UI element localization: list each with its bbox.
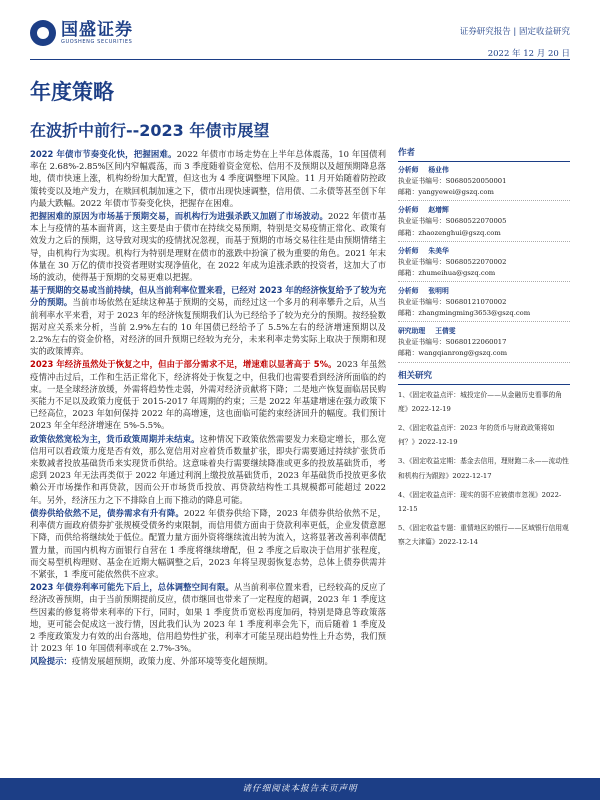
analyst-card [398,326,570,362]
paragraph [30,210,386,283]
analyst-name: 赵增辉 [428,206,449,215]
paragraph-lead: 2023 年债券利率可能先下后上，总体调整空间有限。 [30,582,234,593]
analyst-license: 执业证书编号：S0680522070005 [398,217,507,226]
related-report-link[interactable]: 1、《固定收益点评：城投定价——从金融历史看事的角度》2022-12-19 [398,390,563,413]
analyst-card [398,286,570,322]
paragraph-body: 2022 年债券供给下降，2023 年债券供给依然不足，利率债方面政府债券扩张规模受债务约束限制，而信用债方面由于贷款利率更低，企业发债意愿下降，而供给将继续处于低位。配置力量方面外资将继续流出转为流入，这将显著改善利率债配置力量，而国内机构方面银行自营在 1 季度将继续增配，但 2 季度之后取决于信用扩张程度，而交易型机构理财、基金在近期大幅调整之后，2023 年将呈现弱恢复态势，总体上债券供需并不紧张，1 季度可能依然供不应求。 [30,507,386,579]
paragraph [30,433,386,506]
related-report-link[interactable]: 3、《固定收益定期：基金去信用，理财跑二永——流动性和机构行为跟踪》2022-12-17 [398,457,569,480]
report-date: 2022 年 12 月 20 日 [487,49,570,59]
analyst-card [398,246,570,282]
analyst-name: 张明明 [428,286,449,295]
analyst-email[interactable]: 邮箱：zhangmingming3653@gszq.com [398,309,531,318]
paragraph-lead: 把握困难的原因为市场基于预期交易，而机构行为进强杀跌又加剧了市场波动。 [30,211,328,222]
paragraph-lead: 2023 年经济虽然处于恢复之中，但由于部分需求不足，增速难以显著高于 5%。 [30,359,337,370]
report-title: 在波折中前行--2023 年债市展望 [30,121,270,140]
paragraph-body: 从当前利率位置来看，已经较高的反应了经济改善预期，由于当前预期提前反应，债市继回也带来了一定程度的超调，2023 年 1 季度这些因素的修复将带来利率的下行，同时，如果 1 季度货币宽松再度加码，特别是降息等政策落地，更可能会促成这一波行情，因此我们认为 2023 年 1 季度利率会先下，而后随着 1 季度及 2 季度政策发力有效的出台落地，信用趋势性扩张，利率才可能呈现出趋势性上升态势，我们预计 2023 年 10 年国债利率或在 2.7%-3%。 [30,582,386,654]
paragraph [30,358,386,431]
paragraph-lead: 风险提示： [30,656,72,667]
analyst-role: 分析师 [398,286,419,295]
analyst-card [398,165,570,201]
analyst-name: 杨业伟 [428,166,449,175]
related-heading: 相关研究 [398,371,570,385]
paragraph [30,148,386,209]
report-type: 证券研究报告 | 固定收益研究 [459,27,570,37]
risk-warning [30,655,386,667]
logo-emblem-icon [30,20,56,46]
paragraph [30,507,386,580]
paragraph-lead: 2022 年债市节奏变化快，把握困难。 [30,149,177,159]
paragraph-lead: 基于预期的交易或当前持续，但从当前利率位置来看，已经对 2023 年的经济恢复给予了较为充分的预期。 [30,285,386,308]
header-divider [30,59,570,60]
logo-english: GUOSHENG SECURITIES [61,39,133,45]
paragraph-lead: 债券供给依然不足，债券需求有升有降。 [30,507,184,518]
footer-disclaimer: 请仔细阅读本报告末页声明 [0,778,600,800]
analyst-email[interactable]: 邮箱：zhumeihua@gszq.com [398,268,496,277]
analyst-card [398,205,570,241]
logo-name: 国盛证券 [61,20,133,40]
analyst-role: 分析师 [398,206,419,215]
analyst-role: 分析师 [398,246,419,255]
report-category: 年度策略 [30,80,114,104]
paragraph-body: 2022 年债市基本上与疫情的基本面背离，这主要是由于债市在持续交易预期，特别是交易疫情正常化、政策有效发力之后的预期，这导致对现实的疫情扰况忽视，而基于预期的市场交易往往是由预期情绪主导，由机构行为实现。机构行为特别是理财在债市的涨跌中扮演了极为重要的角色。2021 年末体量在 30 万亿的债市投资者理财实现净值化，在 2022 年成为追涨杀跌的投资者，这加大了市场的波动，使得基于预期的交易更难以把握。 [30,211,386,283]
paragraph-lead: 政策依然宽松为主，货币政策周期并未结束。 [30,433,200,444]
analyst-name: 王倩雯 [435,327,456,336]
paragraph-body: 2022 年债市市场走势在上半年总体震荡，10 年国债利率在 2.68%-2.85%区间内窄幅震荡，而 3 季度随着资金宽松、信用不及预期以及超预期降息落地，债市快速上涨，机构纷纷加大配置，但这也为 4 季度调整埋下风险。11 月开始随着防控政策转变以及地产发力，在赎回机制加速之下，债市出现快速调整，信用债、二永债等甚至创下年内最大跌幅。2022 年债市节奏变化快，把握存在困难。 [30,149,386,208]
sidebar [398,148,570,555]
analyst-license: 执业证书编号：S0680122060017 [398,338,507,347]
analyst-email[interactable]: 邮箱：zhaozenghui@gszq.com [398,228,501,237]
analyst-email[interactable]: 邮箱：yangyewei@gszq.com [398,188,494,197]
related-report-link[interactable]: 5、《固定收益专题：重情地区的银行——区域银行信用观察之大津篇》2022-12-14 [398,524,569,547]
main-content [30,148,386,669]
analyst-email[interactable]: 邮箱：wangqianrong@gszq.com [398,349,508,358]
analyst-name: 朱美华 [428,246,449,255]
related-report-link[interactable]: 4、《固定收益点评：现实的弱不应被债市忽视》2022-12-15 [398,490,562,514]
report-meta [460,26,570,61]
analyst-role: 研究助理 [398,327,426,336]
company-logo [30,20,133,46]
analyst-license: 执业证书编号：S0680522070002 [398,257,507,266]
paragraph-body: 2023 年虽然疫情冲击过后，工作和生活正常化下，经济将处于恢复之中，但我们也需要看到经济所面临的约束。一是全球经济放缓，外需将趋势性走弱，外需对经济贡献将下降；二是地产恢复面临居民购买能力不足以及政策力度低于 2015-2017 年周期的约束；三是 2022 年基建增速在强力政策下已经高位，2023 年如何保持 2022 年的高增速，这也面临可能约束经济回升的幅度。我们预计 2023 年全年经济增速在 5%-5.5%。 [30,359,386,431]
analyst-role: 分析师 [398,166,419,175]
authors-heading: 作者 [398,148,570,162]
paragraph [30,581,386,654]
paragraph-body: 当前市场依然在延续这种基于预期的交易，而经过这一个多月的利率攀升之后，从当前利率水平来看，对于 2023 年的经济恢复预期我们认为已经给予了较为充分的预期。按经验数据对应关系来分析，当前 2.9%左右的 10 年国债已经给予了 5.5%左右的经济增速预期以及 2.2%左右的资金价格，对经济的回升预期已经较为充分，未来利率走势实际上取决于预期和现实的政策博弈。 [30,297,387,357]
paragraph-body: 这种情况下政策依然需要发力来稳定增长，那么宽信用可以看政策力度是否有效，那么宽信用对应着货币数量扩张，即央行需要通过持续扩张货币来数减者投放基础货币来实现货币供给。这意味着央行需要继续降准或更多的投放基础货币，考虑到 2023 年无法再类似于 2022 年通过利润上缴投放基础货币，2023 年基础货币投放更多依赖公开市场操作和再贷款，因而公开市场货币投放、再贷款结构性工具规模都可能超过 2022 年。另外，经济压力之下不排除自上而下推动的降息可能。 [30,433,387,505]
related-report-link[interactable]: 2、《固定收益点评：2023 年的货币与财政政策将如何？》2022-12-19 [398,424,555,447]
analyst-license: 执业证书编号：S0680121070002 [398,298,507,307]
paragraph-body: 疫情发展超预期，政策力度、外部环境等变化超预期。 [71,656,273,667]
analyst-license: 执业证书编号：S0680520050001 [398,177,507,186]
paragraph [30,284,386,357]
